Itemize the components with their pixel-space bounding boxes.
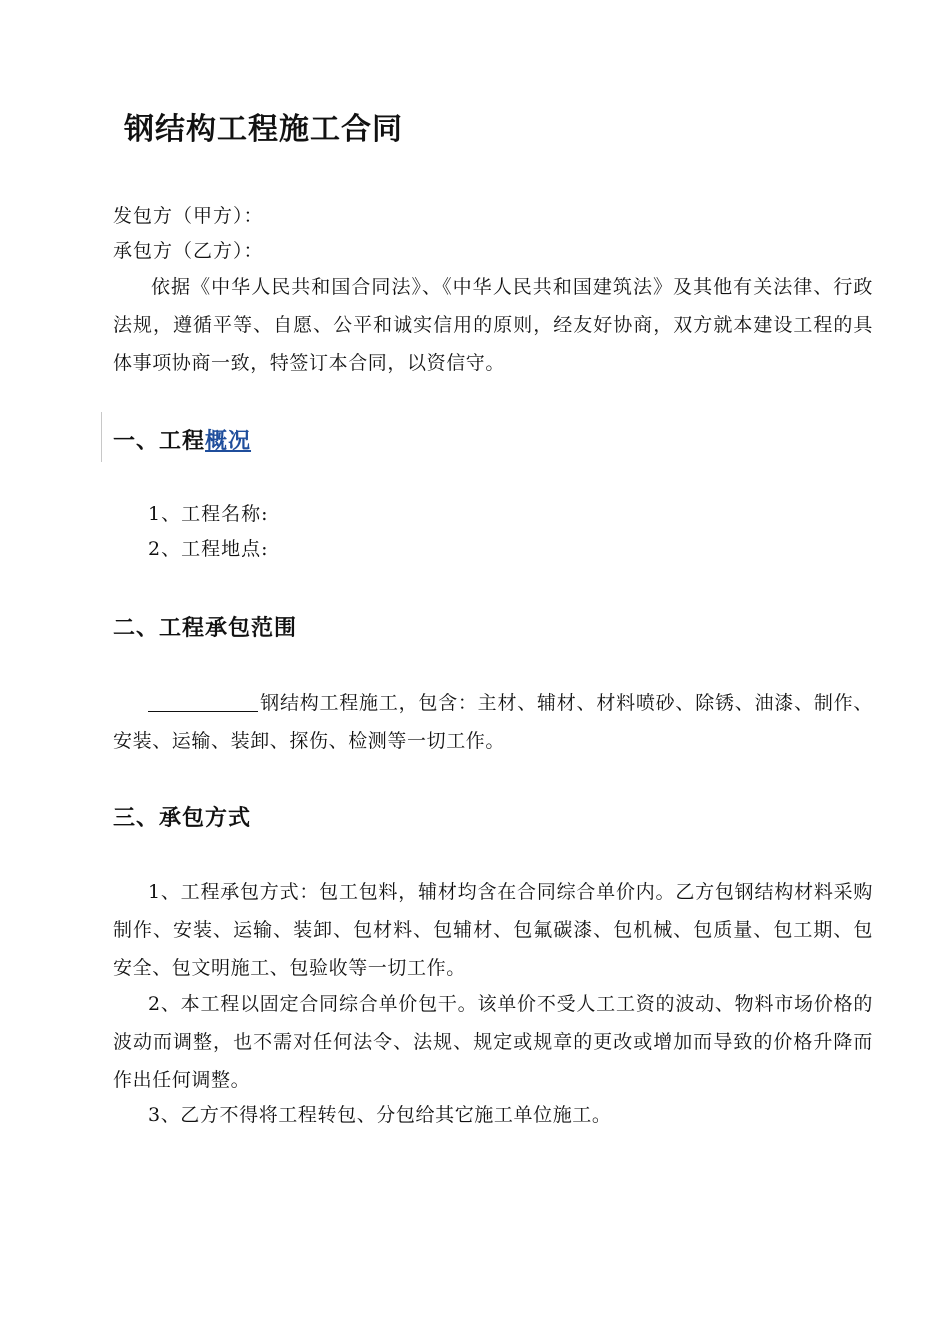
blank-underline bbox=[148, 691, 258, 712]
scope-text: 钢结构工程施工，包含：主材、辅材、材料喷砂、除锈、油漆、制作、安装、运输、装卸、探伤、检测等一切工作。 bbox=[113, 692, 873, 752]
section-3-heading: 三、承包方式 bbox=[113, 805, 252, 831]
party-b-line: 承包方（乙方）： bbox=[113, 240, 264, 262]
preamble-paragraph: 依据《中华人民共和国合同法》、《中华人民共和国建筑法》及其他有关法律、行政法规，遵循平等、自愿、公平和诚实信用的原则，经友好协商，双方就本建设工程的具体事项协商一致，特签订本合同，以资信守。 bbox=[113, 276, 873, 374]
section-2-heading: 二、工程承包范围 bbox=[113, 615, 298, 641]
project-name-item: 1、工程名称: bbox=[148, 503, 269, 525]
contract-method-item-2: 2、本工程以固定合同综合单价包干。该单价不受人工工资的波动、物料市场价格的波动而调整，也不需对任何法令、法规、规定或规章的更改或增加而导致的价格升降而作出任何调整。 bbox=[113, 993, 873, 1091]
section-1-heading-prefix: 一、工程 bbox=[113, 428, 206, 454]
party-a-line: 发包方（甲方）： bbox=[113, 205, 264, 227]
section-1-heading-link[interactable]: 概况 bbox=[205, 428, 252, 454]
project-location-item: 2、工程地点: bbox=[148, 538, 269, 560]
contract-title: 钢结构工程施工合同 bbox=[124, 112, 403, 147]
margin-marker bbox=[101, 412, 102, 462]
contract-method-item-1: 1、工程承包方式：包工包料，辅材均含在合同综合单价内。乙方包钢结构材料采购制作、安装、运输、装卸、包材料、包辅材、包氟碳漆、包机械、包质量、包工期、包安全、包文明施工、包验收等一切工作。 bbox=[113, 881, 873, 979]
scope-paragraph bbox=[113, 684, 873, 760]
section-1-heading bbox=[113, 424, 251, 455]
contract-method-item-3: 3、乙方不得将工程转包、分包给其它施工单位施工。 bbox=[148, 1104, 612, 1126]
